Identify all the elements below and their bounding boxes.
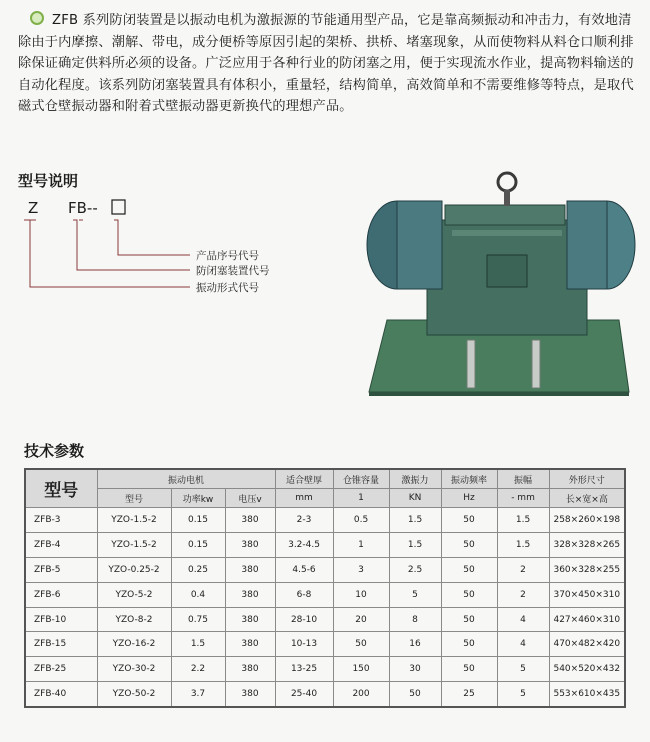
cell-dims: 427×460×310 xyxy=(549,607,625,632)
cell-motor: YZO-30-2 xyxy=(97,657,171,682)
intro-line-1: ZFB 系列防闭装置是以振动电机为激振源的节能通用型产品，它是靠高频振动和冲击力，有 xyxy=(52,13,592,28)
cell-dims: 470×482×420 xyxy=(549,632,625,657)
cell-power: 0.75 xyxy=(171,607,225,632)
cell-cone: 10 xyxy=(333,582,389,607)
cell-dims: 540×520×432 xyxy=(549,657,625,682)
cell-wall: 3.2-4.5 xyxy=(275,532,333,557)
cell-wall: 10-13 xyxy=(275,632,333,657)
cell-model: ZFB-3 xyxy=(25,508,97,533)
table-row xyxy=(25,632,625,657)
header-freq-unit: Hz xyxy=(441,489,497,508)
header-freq: 振动频率 xyxy=(441,469,497,489)
cell-cone: 50 xyxy=(333,632,389,657)
cell-motor: YZO-1.5-2 xyxy=(97,532,171,557)
bullet-circle-icon xyxy=(30,11,44,25)
label-vibration-type: 振动形式代号 xyxy=(196,282,259,294)
header-dims-unit: 长×宽×高 xyxy=(549,489,625,508)
cell-amp: 5 xyxy=(497,657,549,682)
cell-freq: 25 xyxy=(441,682,497,707)
cell-voltage: 380 xyxy=(225,582,275,607)
header-row-2 xyxy=(25,489,625,508)
cell-cone: 1 xyxy=(333,532,389,557)
vibration-motor-image xyxy=(357,170,639,400)
code-box-icon xyxy=(112,200,125,214)
table-row xyxy=(25,508,625,533)
cell-wall: 25-40 xyxy=(275,682,333,707)
model-code-diagram xyxy=(10,195,310,305)
cell-force: 8 xyxy=(389,607,441,632)
cell-model: ZFB-15 xyxy=(25,632,97,657)
model-section-title: 型号说明 xyxy=(18,172,79,190)
header-model: 型号 xyxy=(25,469,97,508)
cell-force: 2.5 xyxy=(389,557,441,582)
cell-power: 0.15 xyxy=(171,532,225,557)
table-row xyxy=(25,657,625,682)
cell-freq: 50 xyxy=(441,582,497,607)
cell-freq: 50 xyxy=(441,557,497,582)
header-wall-unit: mm xyxy=(275,489,333,508)
intro-line-3: 料仓口顺利排除保证确定供料所必须的设备。广泛应用于各种行业的防闭塞之用，便于实现流水作业， xyxy=(18,34,634,71)
cell-amp: 5 xyxy=(497,682,549,707)
header-dims: 外形尺寸 xyxy=(549,469,625,489)
header-cone: 仓锥容量 xyxy=(333,469,389,489)
cell-cone: 3 xyxy=(333,557,389,582)
cell-dims: 553×610×435 xyxy=(549,682,625,707)
cell-force: 5 xyxy=(389,582,441,607)
code-z: Z xyxy=(28,199,39,217)
cell-model: ZFB-40 xyxy=(25,682,97,707)
cell-voltage: 380 xyxy=(225,682,275,707)
cell-wall: 28-10 xyxy=(275,607,333,632)
intro-line-4: 提高物料输送的自动化程度。该系列防闭塞装置具有体积小，重量轻，结构简单，高效简单和不需要 xyxy=(18,56,634,93)
intro-paragraph xyxy=(18,10,642,118)
table-row xyxy=(25,607,625,632)
cell-wall: 4.5-6 xyxy=(275,557,333,582)
cell-power: 0.4 xyxy=(171,582,225,607)
intro-line-2: 效地清除由于内摩擦、潮解、带电，成分便桥等原因引起的架桥、拱桥、堵塞现象，从而使物料从 xyxy=(18,13,632,50)
cell-amp: 4 xyxy=(497,632,549,657)
cell-force: 1.5 xyxy=(389,532,441,557)
spec-table xyxy=(24,468,626,708)
cell-freq: 50 xyxy=(441,657,497,682)
cell-motor: YZO-16-2 xyxy=(97,632,171,657)
header-power: 功率kw xyxy=(171,489,225,508)
cell-power: 0.15 xyxy=(171,508,225,533)
intro-line-5: 维修等特点，是取代磁式仓壁振动器和附着式壁振动器更新换代的理想产品。 xyxy=(18,77,634,114)
cell-motor: YZO-50-2 xyxy=(97,682,171,707)
cell-motor: YZO-1.5-2 xyxy=(97,508,171,533)
cell-wall: 6-8 xyxy=(275,582,333,607)
cell-wall: 13-25 xyxy=(275,657,333,682)
cell-cone: 0.5 xyxy=(333,508,389,533)
cell-power: 3.7 xyxy=(171,682,225,707)
cell-power: 0.25 xyxy=(171,557,225,582)
header-cone-unit: 1 xyxy=(333,489,389,508)
header-row-1 xyxy=(25,469,625,489)
header-voltage: 电压v xyxy=(225,489,275,508)
cell-dims: 370×450×310 xyxy=(549,582,625,607)
code-fb: FB-- xyxy=(68,199,98,217)
label-device-code: 防闭塞装置代号 xyxy=(196,265,270,277)
cell-freq: 50 xyxy=(441,508,497,533)
cell-amp: 2 xyxy=(497,557,549,582)
bracket-lines xyxy=(24,220,190,287)
header-motor-group: 振动电机 xyxy=(97,469,275,489)
cell-wall: 2-3 xyxy=(275,508,333,533)
cell-dims: 258×260×198 xyxy=(549,508,625,533)
cell-motor: YZO-8-2 xyxy=(97,607,171,632)
header-wall: 适合壁厚 xyxy=(275,469,333,489)
cell-amp: 1.5 xyxy=(497,508,549,533)
cell-voltage: 380 xyxy=(225,532,275,557)
cell-amp: 1.5 xyxy=(497,532,549,557)
cell-freq: 50 xyxy=(441,532,497,557)
cell-amp: 2 xyxy=(497,582,549,607)
cell-voltage: 380 xyxy=(225,607,275,632)
cell-motor: YZO-5-2 xyxy=(97,582,171,607)
cell-voltage: 380 xyxy=(225,632,275,657)
spec-table-container xyxy=(24,468,624,708)
cell-force: 16 xyxy=(389,632,441,657)
cell-motor: YZO-0.25-2 xyxy=(97,557,171,582)
table-row xyxy=(25,682,625,707)
cell-freq: 50 xyxy=(441,607,497,632)
cell-force: 50 xyxy=(389,682,441,707)
cell-voltage: 380 xyxy=(225,508,275,533)
cell-model: ZFB-6 xyxy=(25,582,97,607)
cell-cone: 200 xyxy=(333,682,389,707)
cell-force: 30 xyxy=(389,657,441,682)
cell-model: ZFB-4 xyxy=(25,532,97,557)
header-force-unit: KN xyxy=(389,489,441,508)
cell-voltage: 380 xyxy=(225,557,275,582)
cell-dims: 328×328×265 xyxy=(549,532,625,557)
cell-amp: 4 xyxy=(497,607,549,632)
table-row xyxy=(25,532,625,557)
tech-section-title: 技术参数 xyxy=(24,442,85,460)
cell-power: 1.5 xyxy=(171,632,225,657)
cell-voltage: 380 xyxy=(225,657,275,682)
cell-force: 1.5 xyxy=(389,508,441,533)
header-force: 激振力 xyxy=(389,469,441,489)
table-row xyxy=(25,582,625,607)
header-amp-unit: - mm xyxy=(497,489,549,508)
cell-dims: 360×328×255 xyxy=(549,557,625,582)
cell-cone: 20 xyxy=(333,607,389,632)
cell-power: 2.2 xyxy=(171,657,225,682)
header-motor-model: 型号 xyxy=(97,489,171,508)
cell-model: ZFB-25 xyxy=(25,657,97,682)
table-row xyxy=(25,557,625,582)
label-product-number: 产品序号代号 xyxy=(196,250,259,262)
cell-model: ZFB-5 xyxy=(25,557,97,582)
cell-cone: 150 xyxy=(333,657,389,682)
cell-model: ZFB-10 xyxy=(25,607,97,632)
header-amp: 振幅 xyxy=(497,469,549,489)
cell-freq: 50 xyxy=(441,632,497,657)
